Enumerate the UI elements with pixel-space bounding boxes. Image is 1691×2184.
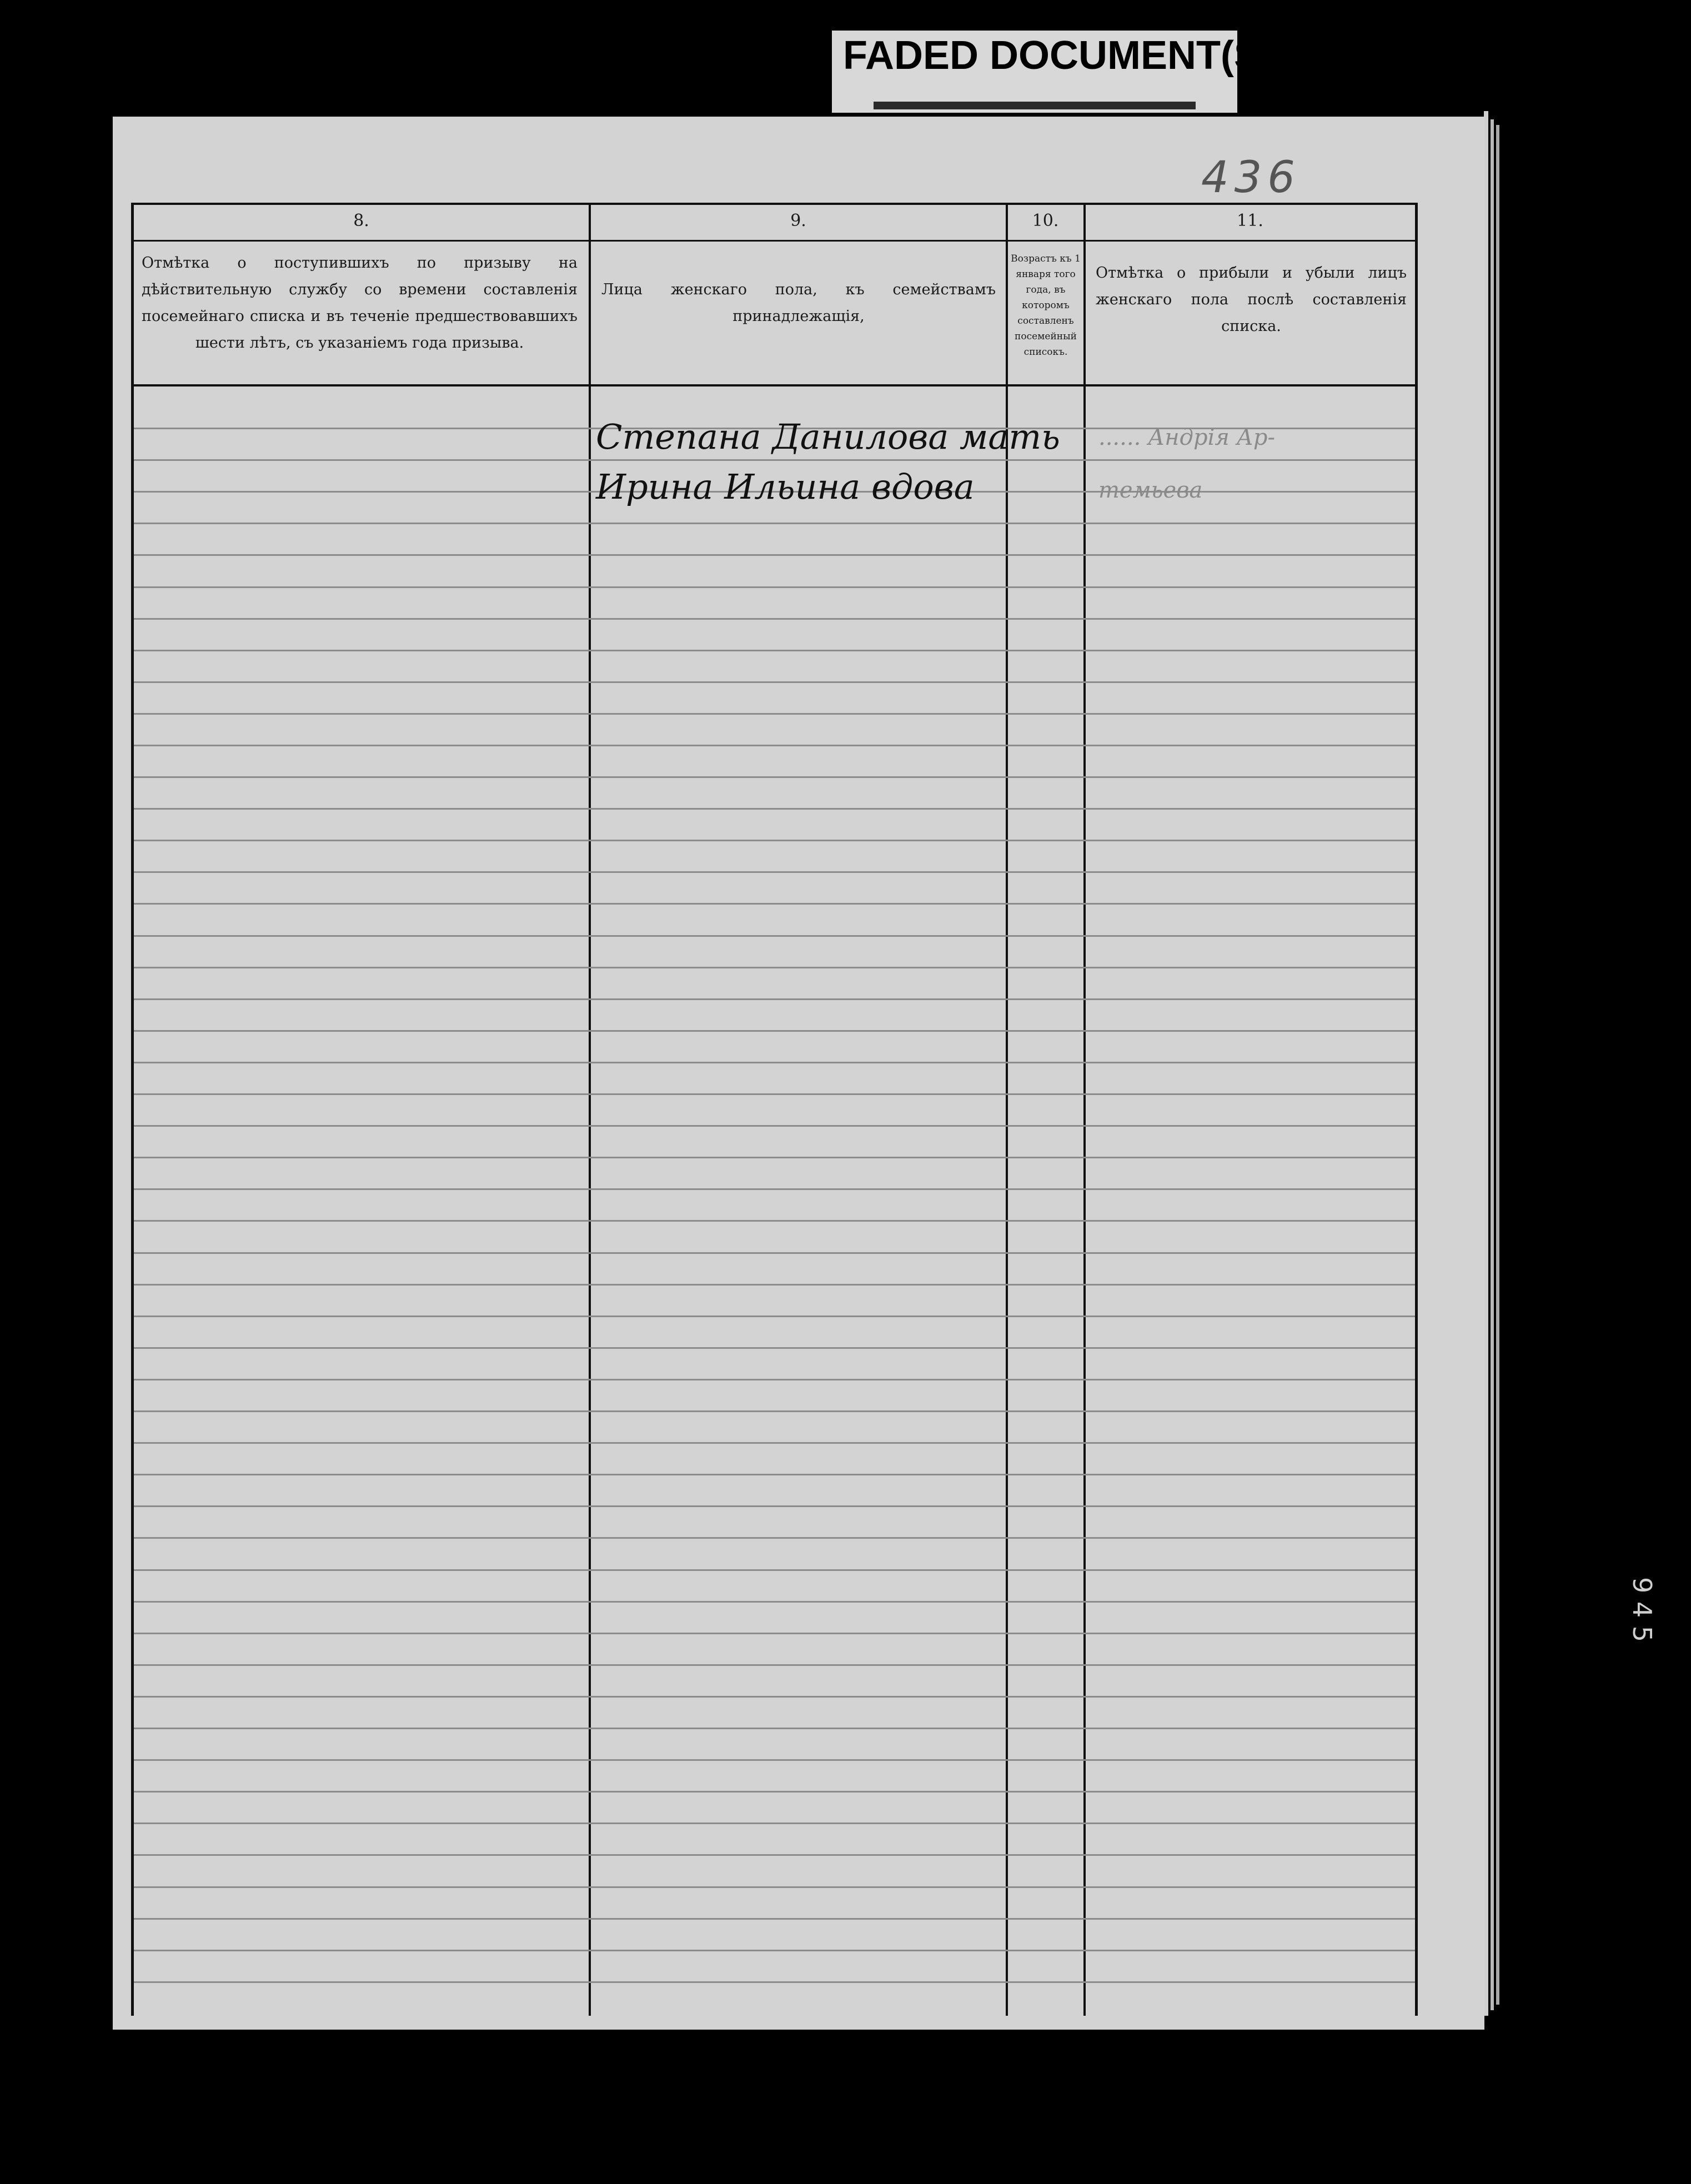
ruled-line	[134, 1030, 1415, 1032]
divider-9-10	[1006, 203, 1008, 2016]
ruled-line	[134, 1822, 1415, 1824]
ruled-line	[134, 1633, 1415, 1634]
ruled-line	[134, 1854, 1415, 1856]
ruled-line	[134, 1220, 1415, 1222]
entry-col9-line2: Ирина Ильина вдова	[596, 466, 975, 507]
page-edge	[1491, 119, 1494, 2010]
ruled-line	[134, 681, 1415, 683]
ruled-line	[134, 967, 1415, 968]
column-number-11: 11.	[1237, 211, 1263, 230]
top-rule	[131, 203, 1418, 205]
ruled-line	[134, 1125, 1415, 1127]
ruled-line	[134, 1347, 1415, 1349]
page-edge	[1496, 125, 1499, 2005]
ruled-line	[134, 1791, 1415, 1793]
ruled-line	[134, 808, 1415, 810]
ruled-line	[134, 713, 1415, 715]
ruled-line	[134, 1442, 1415, 1444]
ruled-line	[134, 459, 1415, 461]
ruled-line	[134, 1284, 1415, 1286]
faded-document-label	[832, 31, 1274, 113]
side-mark: 9 4 5	[1627, 1577, 1657, 1643]
column-number-8: 8.	[353, 211, 369, 230]
ruled-line	[134, 618, 1415, 620]
ruled-line	[134, 1093, 1415, 1095]
ruled-line	[134, 586, 1415, 588]
ruled-line	[134, 871, 1415, 873]
ruled-line	[134, 1410, 1415, 1412]
column-header-9: Лица женскаго пола, къ семействамъ принадлежащія,	[601, 281, 996, 325]
divider-10-11	[1083, 203, 1086, 2016]
ruled-line	[134, 935, 1415, 937]
ruled-line	[134, 745, 1415, 746]
ruled-line	[134, 1252, 1415, 1254]
right-border	[1415, 203, 1418, 2016]
ruled-line	[134, 1728, 1415, 1729]
ruled-line	[134, 1759, 1415, 1761]
column-header-8: Отмѣтка о поступившихъ по призыву на дѣйствительную службу со времени составленія посемейнаго списка и въ теченіе предшествовавшихъ шести лѣтъ, съ указаніемъ года призыва.	[142, 254, 578, 352]
number-row-rule	[131, 240, 1418, 242]
ruled-line	[134, 1981, 1415, 1983]
page-number: 436	[1201, 153, 1301, 203]
page-edge	[1484, 111, 1488, 2016]
ruled-line	[134, 523, 1415, 524]
ruled-line	[134, 1886, 1415, 1888]
ruled-line	[134, 840, 1415, 841]
ruled-line	[134, 998, 1415, 1000]
ruled-line	[134, 1950, 1415, 1951]
entry-col11-line2: темьева	[1098, 478, 1203, 503]
ruled-line	[134, 1188, 1415, 1190]
ruled-line	[134, 1569, 1415, 1571]
ruled-line	[134, 903, 1415, 905]
faded-document-text: FADED DOCUMENT(S)	[843, 33, 1274, 78]
ruled-line	[134, 1505, 1415, 1507]
ruled-line	[134, 1474, 1415, 1475]
divider-8-9	[589, 203, 591, 2016]
left-border	[131, 203, 134, 2016]
ruled-line	[134, 1379, 1415, 1380]
ruled-line	[134, 554, 1415, 556]
entry-col9-line1: Степана Данилова мать	[596, 416, 1060, 457]
ruled-line	[134, 1601, 1415, 1603]
ruled-line	[134, 1157, 1415, 1158]
ruled-line	[134, 1316, 1415, 1317]
ruled-line	[134, 650, 1415, 651]
column-header-10: Возрастъ къ 1 января того года, въ которомъ составленъ посемейный списокъ.	[1011, 253, 1081, 358]
label-strip	[874, 102, 1196, 109]
ruled-line	[134, 1696, 1415, 1698]
column-number-9: 9.	[790, 211, 806, 230]
entry-col11-line1: ...... Андрія Ар-	[1098, 425, 1276, 450]
ruled-line	[134, 1918, 1415, 1920]
ruled-line	[134, 1664, 1415, 1666]
column-number-10: 10.	[1032, 211, 1059, 230]
document-page	[113, 117, 1484, 2030]
ruled-line	[134, 776, 1415, 778]
column-header-11: Отмѣтка о прибыли и убыли лицъ женскаго пола послѣ составленія списка.	[1096, 264, 1407, 335]
header-bottom-rule	[131, 384, 1418, 386]
ruled-line	[134, 1537, 1415, 1539]
ruled-line	[134, 1062, 1415, 1063]
